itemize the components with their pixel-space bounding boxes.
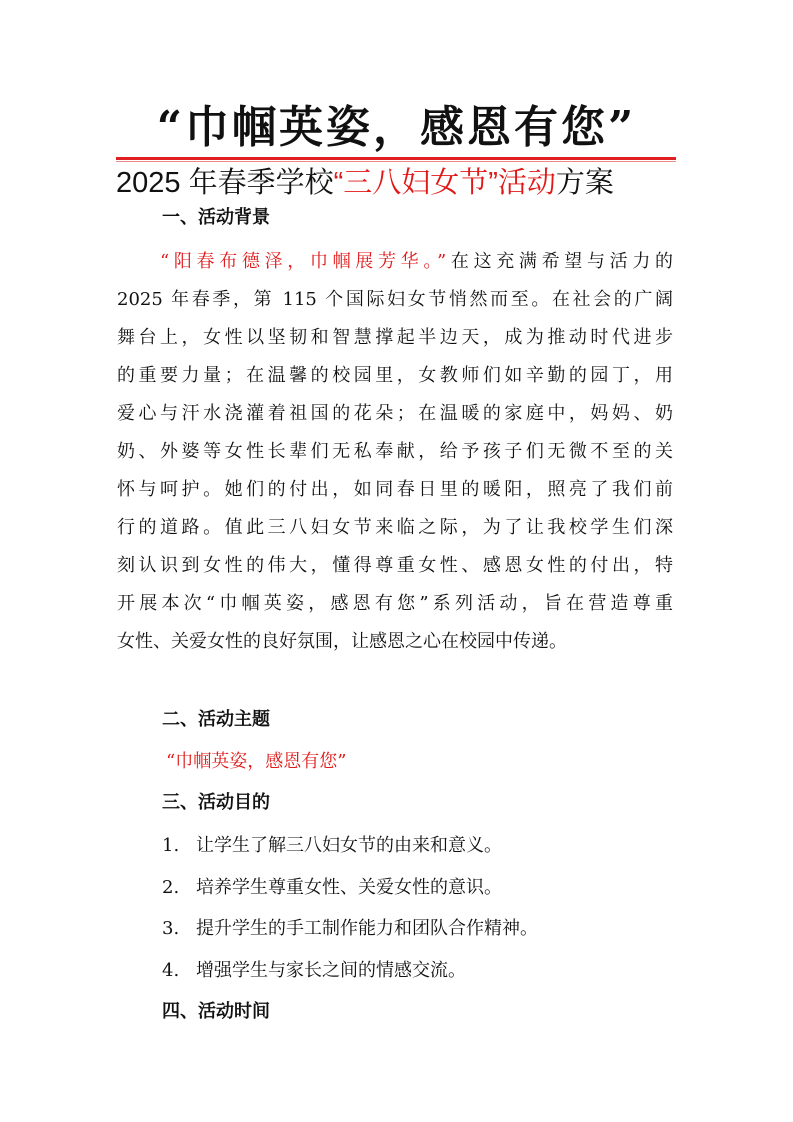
paragraph-line: 舞台上，女性以坚韧和智慧撑起半边天，成为推动时代进步 [117,327,673,348]
subtitle-highlight: “三八妇女节”活动 [333,167,556,199]
section-heading-time: 四、活动时间 [162,1001,270,1022]
section-heading-goals: 三、活动目的 [162,792,270,813]
theme-text: “巾帼英姿，感恩有您” [166,751,347,772]
paragraph-line: “阳春布德泽，巾帼展芳华。”在这充满希望与活力的 [160,251,673,272]
subtitle-part1: 2025 年春季学校 [116,167,334,199]
paragraph-line: 女性、关爱女性的良好氛围，让感恩之心在校园中传递。 [117,631,567,652]
title-divider [116,157,676,160]
document-subtitle [116,164,676,202]
document-title: “巾帼英姿，感恩有您” [156,102,637,153]
section-heading-background: 一、活动背景 [162,207,270,228]
paragraph-line: 爱心与汗水浇灌着祖国的花朵；在温暖的家庭中，妈妈、奶 [117,403,673,424]
paragraph-line: 的重要力量；在温馨的校园里，女教师们如辛勤的园丁，用 [117,365,673,386]
goal-item: 2. 培养学生尊重女性、关爱女性的意识。 [162,877,502,898]
paragraph-line: 刻认识到女性的伟大，懂得尊重女性、感恩女性的付出，特 [117,555,673,576]
paragraph-line: 怀与呵护。她们的付出，如同春日里的暖阳，照亮了我们前 [117,479,673,500]
title-divider-shadow [116,161,676,162]
paragraph-line: 开展本次“巾帼英姿，感恩有您”系列活动，旨在营造尊重 [117,593,673,614]
paragraph-line: 奶、外婆等女性长辈们无私奉献，给予孩子们无微不至的关 [117,441,673,462]
goal-item: 3. 提升学生的手工制作能力和团队合作精神。 [162,918,538,939]
section-heading-theme: 二、活动主题 [162,709,270,730]
goal-item: 4. 增强学生与家长之间的情感交流。 [162,960,466,981]
opening-quote: “阳春布德泽，巾帼展芳华。” [160,251,447,272]
subtitle-part3: 方案 [555,167,614,199]
goal-item: 1. 让学生了解三八妇女节的由来和意义。 [162,835,502,856]
paragraph-line: 行的道路。值此三八妇女节来临之际，为了让我校学生们深 [117,517,673,538]
paragraph-line: 2025 年春季，第 115 个国际妇女节悄然而至。在社会的广阔 [117,289,673,310]
